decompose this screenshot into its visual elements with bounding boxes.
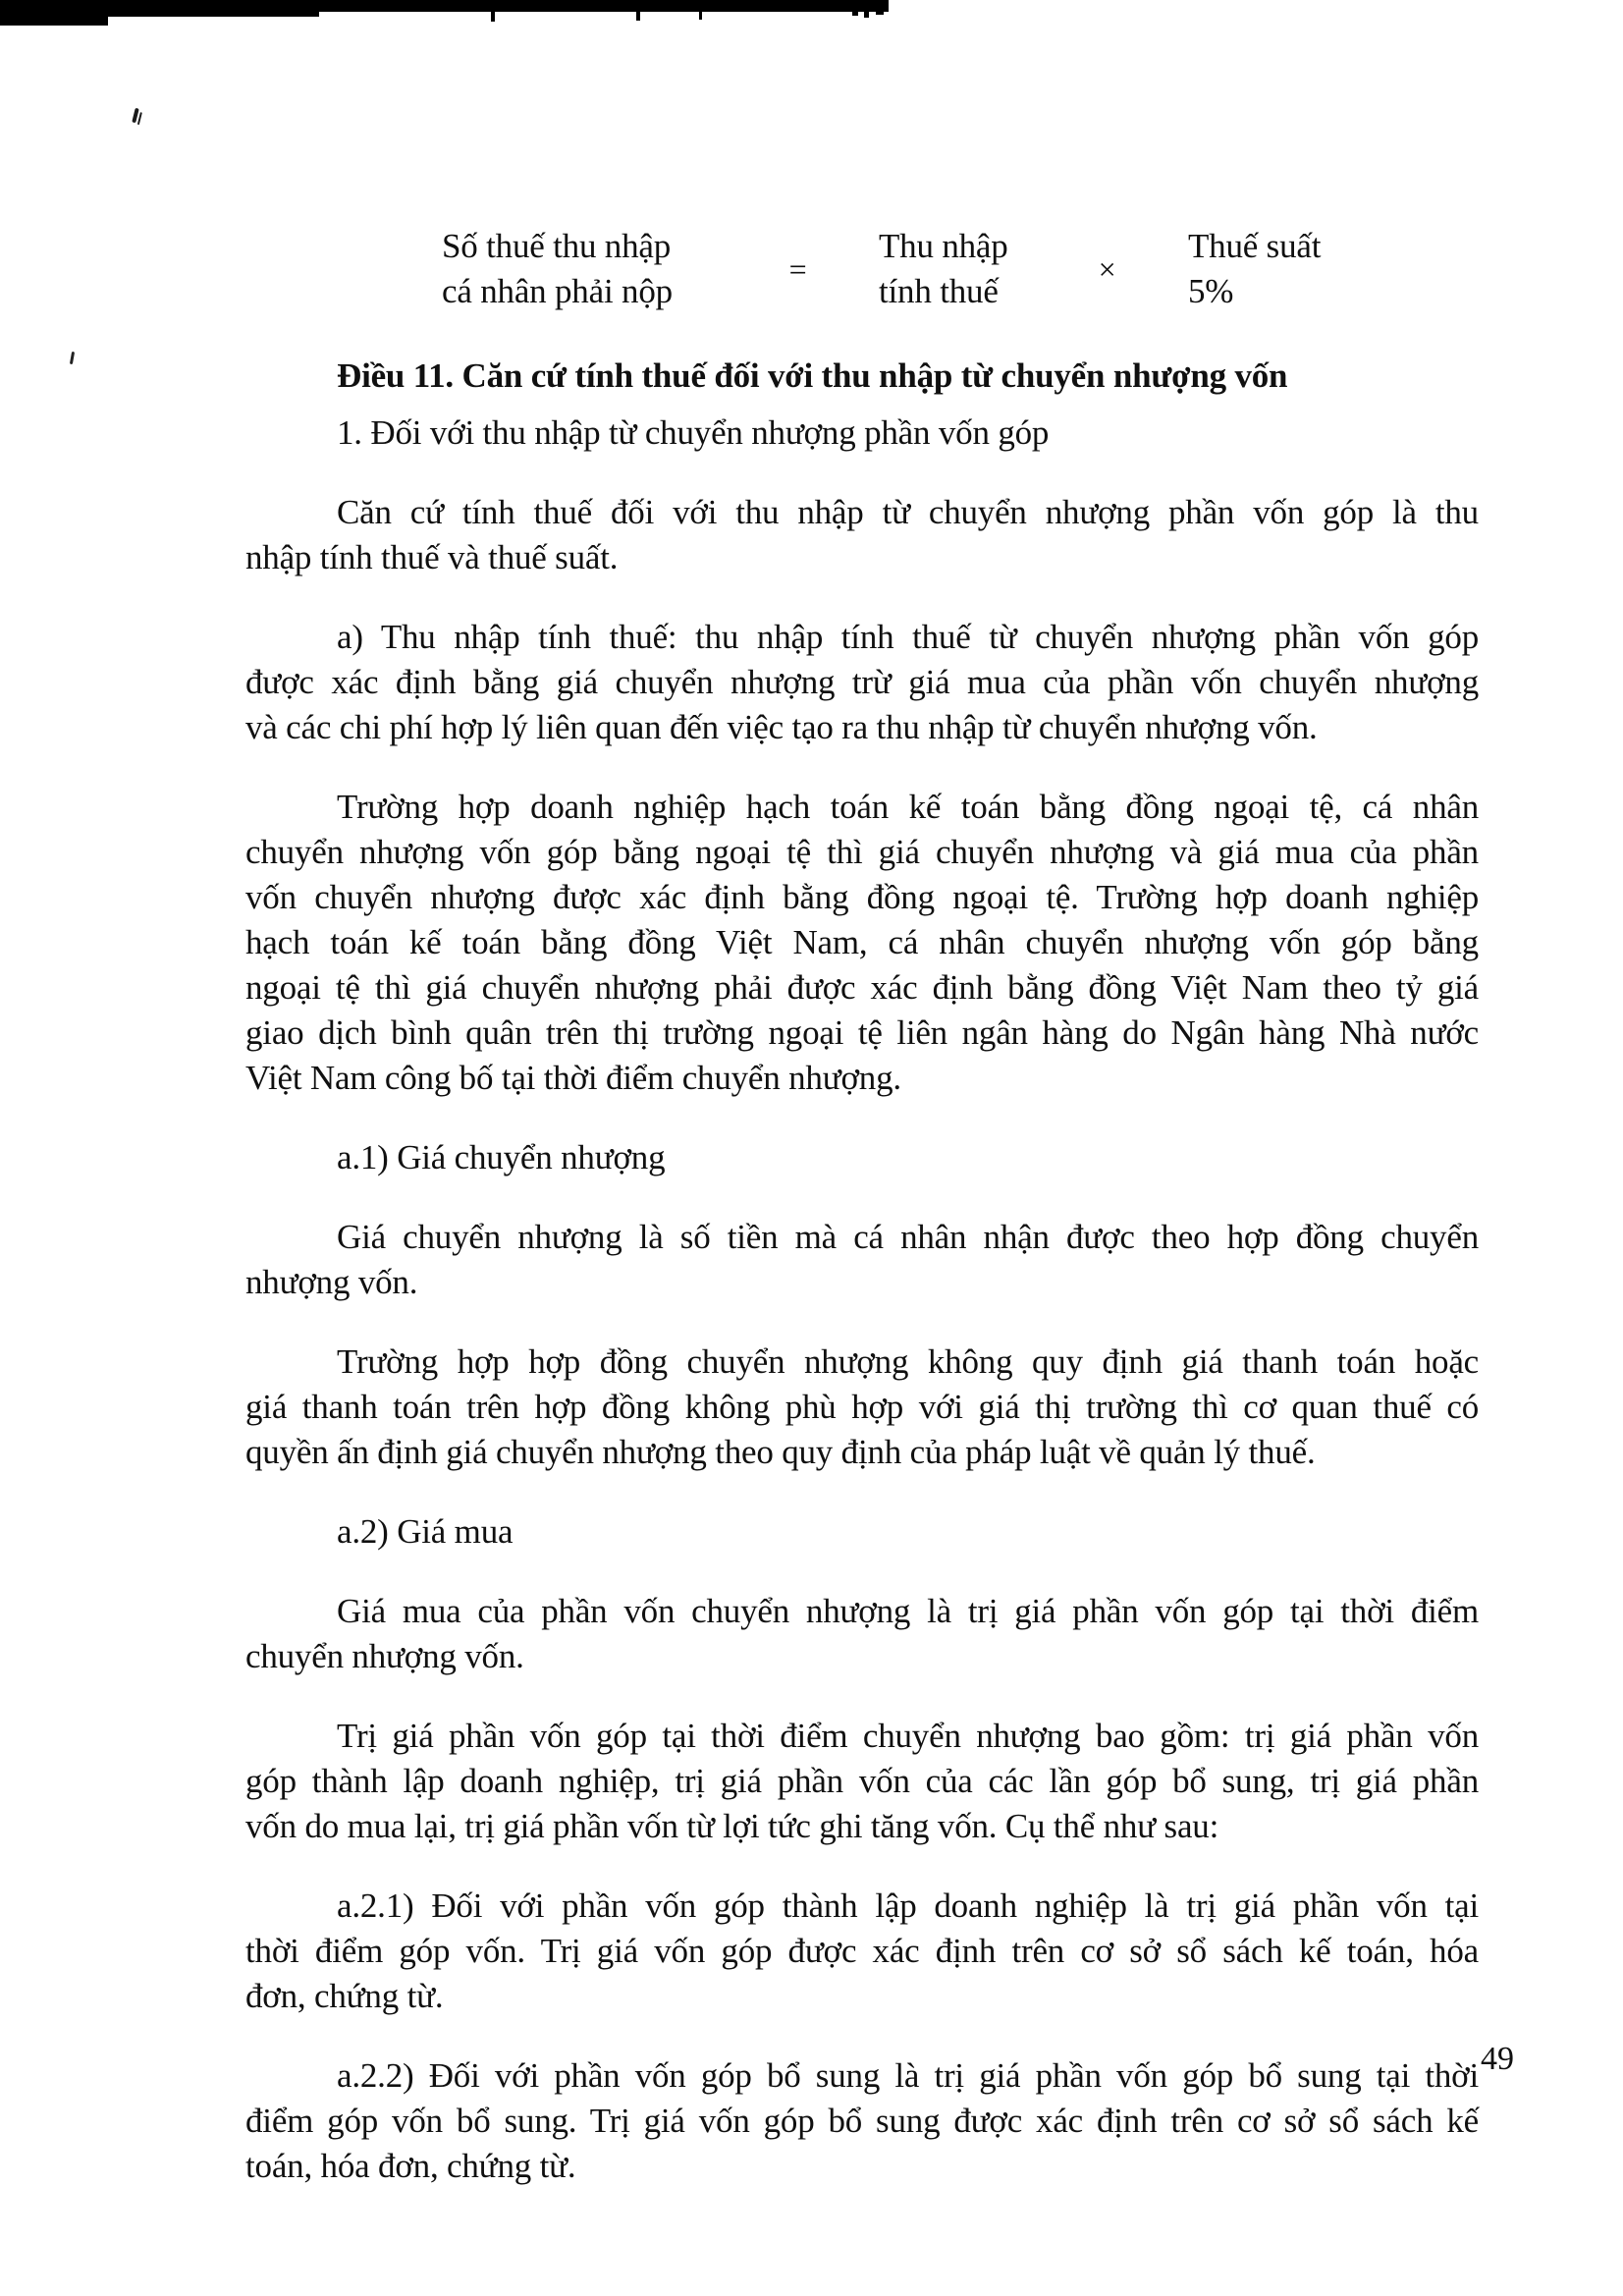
- text-line: chuyển nhượng vốn góp bằng ngoại tệ thì giá chuyển nhượng và giá mua của phần: [245, 833, 1479, 871]
- text-line: Trường hợp hợp đồng chuyển nhượng không quy định giá thanh toán hoặc: [337, 1342, 1479, 1381]
- equals-sign: =: [788, 251, 807, 287]
- scan-artifact-tick: [699, 10, 702, 20]
- article-heading: Điều 11. Căn cứ tính thuế đối với thu nhập từ chuyển nhượng vốn: [337, 356, 1288, 395]
- text-line: điểm góp vốn bổ sung. Trị giá vốn góp bổ sung được xác định trên cơ sở sổ sách kế: [245, 2102, 1479, 2140]
- formula-text-line: Thu nhập: [879, 227, 1008, 265]
- text-line: toán, hóa đơn, chứng từ.: [245, 2147, 576, 2185]
- text-line: quyền ấn định giá chuyển nhượng theo quy định của pháp luật về quản lý thuế.: [245, 1433, 1316, 1471]
- formula-text-line: Thuế suất: [1188, 227, 1322, 265]
- formula-term-tax-payable: [442, 224, 717, 314]
- scan-artifact-dot: [852, 2, 858, 16]
- text-line: 1. Đối với thu nhập từ chuyển nhượng phần vốn góp: [337, 413, 1050, 452]
- scan-speck: [132, 108, 139, 124]
- text-line: Trị giá phần vốn góp tại thời điểm chuyển nhượng bao gồm: trị giá phần vốn: [337, 1717, 1479, 1755]
- formula-term-taxable-income: [879, 224, 1026, 314]
- text-line: a) Thu nhập tính thuế: thu nhập tính thuế từ chuyển nhượng phần vốn góp: [337, 618, 1479, 656]
- scan-artifact-tick: [491, 10, 495, 22]
- text-line: giá thanh toán trên hợp đồng không phù hợp với giá thị trường thì cơ quan thuế có: [245, 1388, 1479, 1426]
- text-line: a.2.2) Đối với phần vốn góp bổ sung là trị giá phần vốn góp bổ sung tại thời: [337, 2056, 1479, 2095]
- formula-text-line: 5%: [1188, 272, 1234, 310]
- text-line: Căn cứ tính thuế đối với thu nhập từ chuyển nhượng phần vốn góp là thu: [337, 493, 1479, 531]
- text-line: Giá chuyển nhượng là số tiền mà cá nhân nhận được theo hợp đồng chuyển: [337, 1218, 1479, 1256]
- formula-text-line: tính thuế: [879, 272, 999, 310]
- text-line: a.1) Giá chuyển nhượng: [337, 1138, 666, 1176]
- page-number: 49: [1481, 2041, 1514, 2077]
- text-line: chuyển nhượng vốn.: [245, 1637, 524, 1675]
- scan-artifact-dot: [876, 2, 884, 15]
- text-line: giao dịch bình quân trên thị trường ngoại tệ liên ngân hàng do Ngân hàng Nhà nước: [245, 1013, 1479, 1052]
- text-line: hạch toán kế toán bằng đồng Việt Nam, cá nhân chuyển nhượng vốn góp bằng: [245, 923, 1479, 961]
- text-line: nhượng vốn.: [245, 1263, 418, 1301]
- tax-formula: [442, 224, 1479, 314]
- text-line: vốn do mua lại, trị giá phần vốn từ lợi tức ghi tăng vốn. Cụ thể như sau:: [245, 1807, 1219, 1845]
- scan-speck: [70, 352, 75, 364]
- scan-artifact-band: [103, 0, 319, 17]
- scan-artifact-tick: [636, 10, 640, 21]
- scan-artifact-corner: [0, 0, 108, 26]
- text-line: nhập tính thuế và thuế suất.: [245, 538, 619, 576]
- text-line: Việt Nam công bố tại thời điểm chuyển nhượng.: [245, 1059, 901, 1097]
- text-line: thời điểm góp vốn. Trị giá vốn góp được xác định trên cơ sở sổ sách kế toán, hóa: [245, 1932, 1479, 1970]
- text-line: và các chi phí hợp lý liên quan đến việc tạo ra thu nhập từ chuyển nhượng vốn.: [245, 708, 1318, 746]
- text-line: góp thành lập doanh nghiệp, trị giá phần vốn của các lần góp bổ sung, trị giá phần: [245, 1762, 1479, 1800]
- formula-text-line: cá nhân phải nộp: [442, 272, 673, 310]
- multiply-sign: ×: [1098, 251, 1116, 287]
- formula-term-tax-rate: [1188, 224, 1365, 314]
- text-line: được xác định bằng giá chuyển nhượng trừ giá mua của phần vốn chuyển nhượng: [245, 663, 1479, 701]
- scan-artifact-dot: [864, 2, 869, 18]
- text-line: a.2.1) Đối với phần vốn góp thành lập doanh nghiệp là trị giá phần vốn tại: [337, 1886, 1479, 1925]
- formula-text-line: Số thuế thu nhập: [442, 227, 672, 265]
- text-line: Trường hợp doanh nghiệp hạch toán kế toán bằng đồng ngoại tệ, cá nhân: [337, 788, 1479, 826]
- text-line: Giá mua của phần vốn chuyển nhượng là trị giá phần vốn góp tại thời điểm: [337, 1592, 1479, 1630]
- text-line: a.2) Giá mua: [337, 1512, 514, 1551]
- text-line: vốn chuyển nhượng được xác định bằng đồng ngoại tệ. Trường hợp doanh nghiệp: [245, 878, 1479, 916]
- document-body: [245, 224, 1479, 2223]
- text-line: đơn, chứng từ.: [245, 1977, 444, 2015]
- text-line: ngoại tệ thì giá chuyển nhượng phải được xác định bằng đồng Việt Nam theo tỷ giá: [245, 968, 1479, 1007]
